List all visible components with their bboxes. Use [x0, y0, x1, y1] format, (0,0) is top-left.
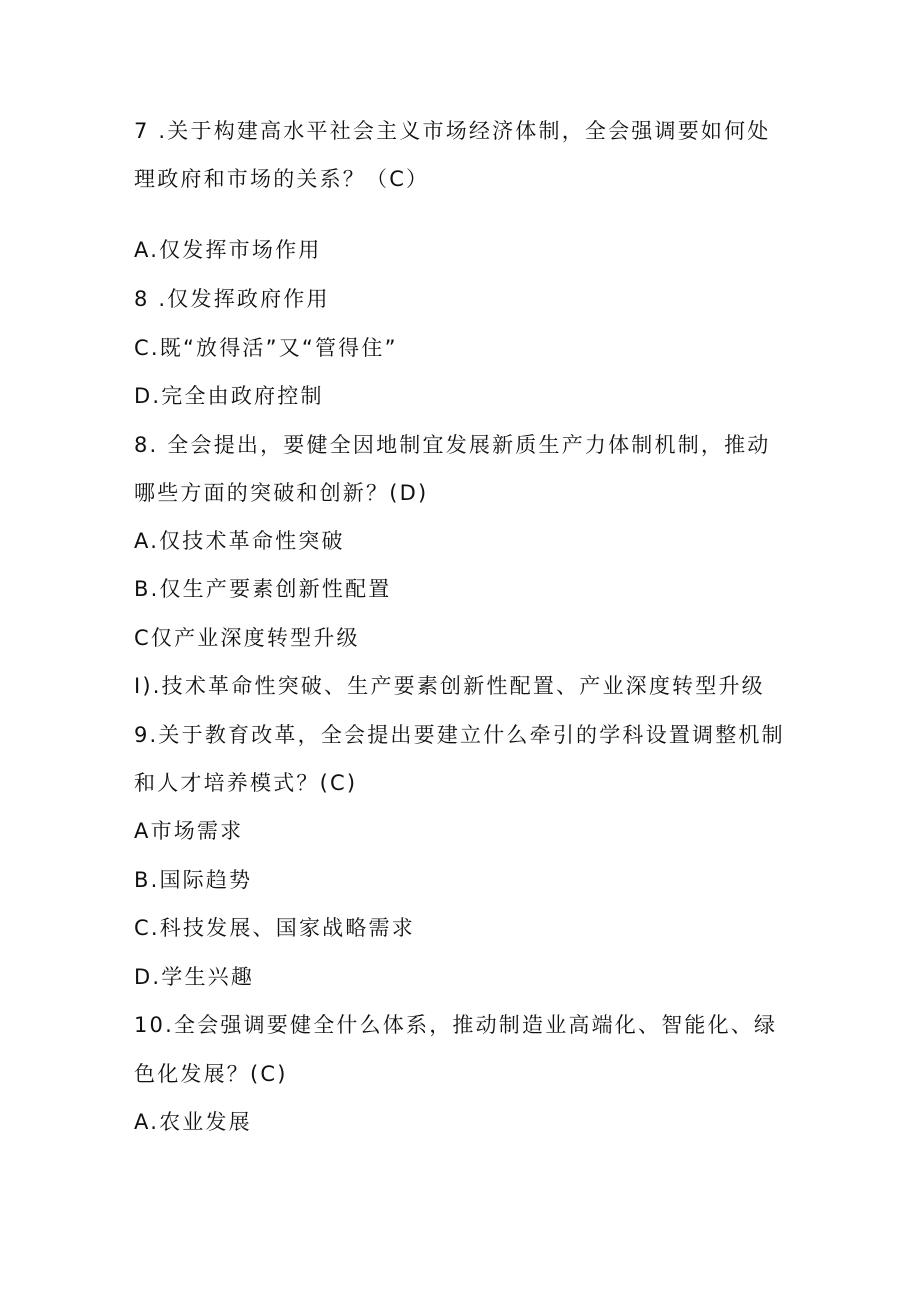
q9-text-line-2: 和人才培养模式？(C) [134, 771, 358, 795]
q9-option-b: B.国际趋势 [134, 868, 253, 892]
q7-text-line-1: 7 .关于构建高水平社会主义市场经济体制，全会强调要如何处 [134, 119, 771, 143]
q9-option-c: C.科技发展、国家战略需求 [134, 916, 415, 940]
q9-text-line-1: 9.关于教育改革，全会提出要建立什么牵引的学科设置调整机制 [134, 723, 785, 747]
q9-option-d: D.学生兴趣 [134, 965, 255, 989]
q7-option-a: A.仅发挥市场作用 [134, 238, 322, 262]
q10-option-a: A.农业发展 [134, 1110, 252, 1134]
q7-option-b: 8 .仅发挥政府作用 [134, 287, 330, 311]
q8-option-a: A.仅技术革命性突破 [134, 529, 345, 553]
q7-option-c: C.既“放得活”又“管得住” [134, 336, 398, 360]
q7-text-line-2: 理政府和市场的关系？（C） [134, 167, 430, 191]
q8-text-line-2: 哪些方面的突破和创新？(D) [134, 481, 429, 505]
q8-option-b: B.仅生产要素创新性配置 [134, 577, 392, 601]
q10-text-line-2: 色化发展？(C) [134, 1062, 288, 1086]
q7-option-d: D.完全由政府控制 [134, 384, 324, 408]
q10-text-line-1: 10.全会强调要健全什么体系，推动制造业高端化、智能化、绿 [134, 1013, 778, 1037]
q9-option-a: A市场需求 [134, 819, 244, 843]
q8-option-c: C仅产业深度转型升级 [134, 626, 360, 650]
q8-option-d: I).技术革命性突破、生产要素创新性配置、产业深度转型升级 [134, 674, 765, 698]
q8-text-line-1: 8. 全会提出，要健全因地制宜发展新质生产力体制机制，推动 [134, 433, 771, 457]
